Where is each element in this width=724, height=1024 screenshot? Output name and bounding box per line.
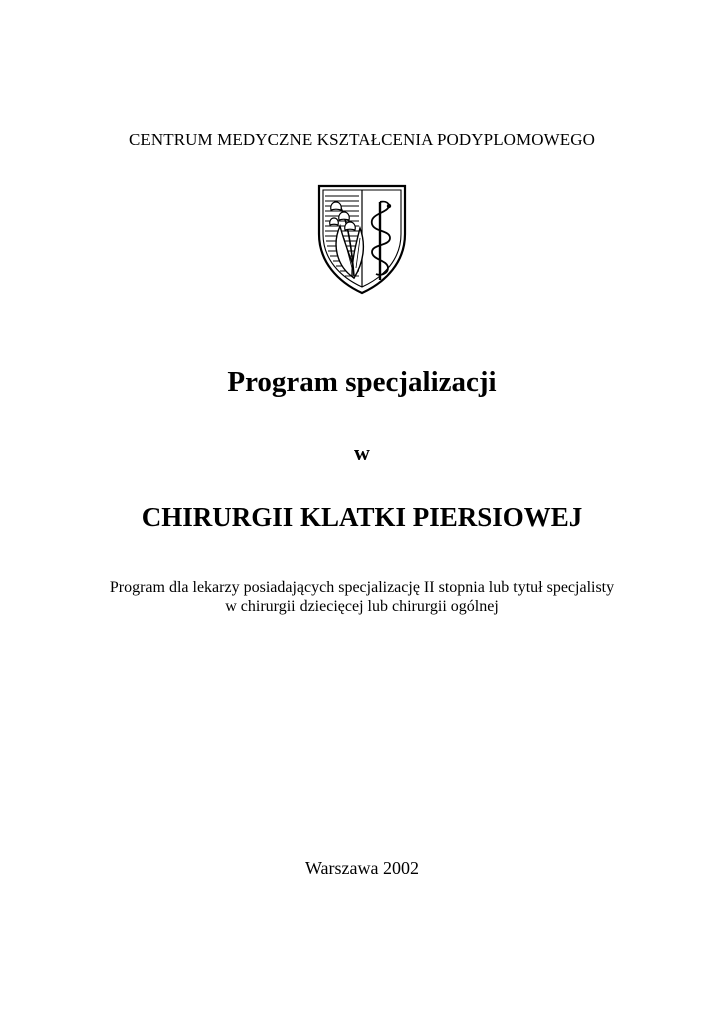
institution-name: CENTRUM MEDYCZNE KSZTAŁCENIA PODYPLOMOWEGO xyxy=(128,130,596,149)
specialization-field: CHIRURGII KLATKI PIERSIOWEJ xyxy=(141,502,583,532)
audience-line: Program dla lekarzy posiadających specjalizację II stopnia lub tytuł specjalisty xyxy=(109,579,615,596)
audience-line: w chirurgii dziecięcej lub chirurgii ogólnej xyxy=(225,598,499,615)
audience-description xyxy=(0,578,724,616)
emblem-icon xyxy=(314,182,410,296)
title-connector: w xyxy=(354,440,370,465)
document-title: Program specjalizacji xyxy=(227,366,497,398)
place-and-date: Warszawa 2002 xyxy=(304,858,419,878)
